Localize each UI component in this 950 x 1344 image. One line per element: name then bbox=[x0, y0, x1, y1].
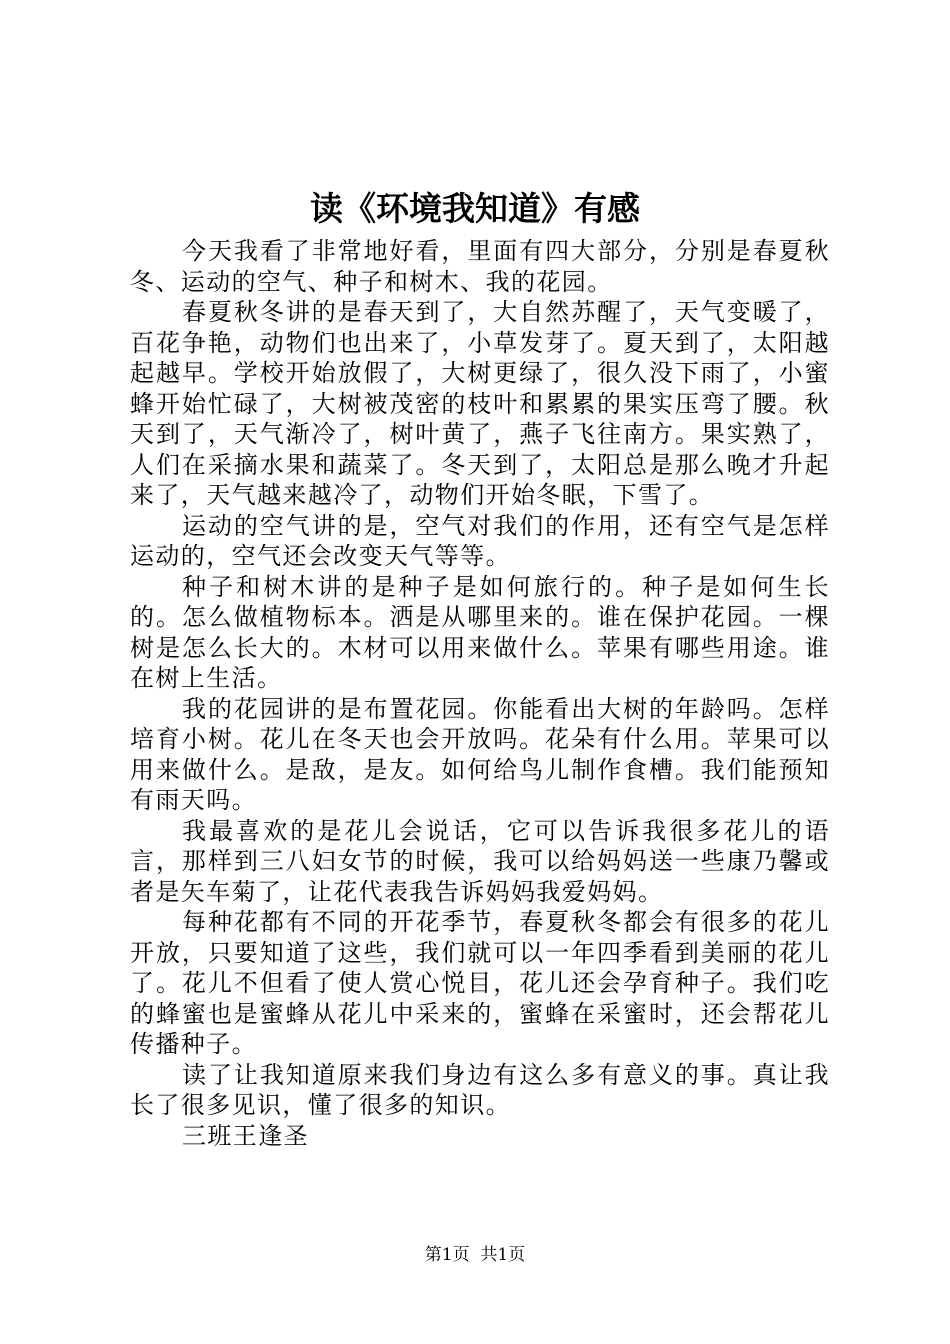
paragraph: 春夏秋冬讲的是春天到了，大自然苏醒了，天气变暖了，百花争艳，动物们也出来了，小草发芽了。夏天到了，太阳越起越早。学校开始放假了，大树更绿了，很久没下雨了，小蜜蜂开始忙碌了，大树被茂密的枝叶和累累的果实压弯了腰。秋天到了，天气渐冷了，树叶黄了，燕子飞往南方。果实熟了，人们在采摘水果和蔬菜了。冬天到了，太阳总是那么晚才升起来了，天气越来越冷了，动物们开始冬眠，下雪了。 bbox=[130, 298, 830, 509]
paragraph: 种子和树木讲的是种子是如何旅行的。种子是如何生长的。怎么做植物标本。洒是从哪里来的。谁在保护花园。一棵树是怎么长大的。木材可以用来做什么。苹果有哪些用途。谁在树上生活。 bbox=[130, 572, 830, 692]
author-signature: 三班王逢圣 bbox=[182, 1121, 309, 1150]
paragraph: 我最喜欢的是花儿会说话，它可以告诉我很多花儿的语言，那样到三八妇女节的时候，我可以给妈妈送一些康乃馨或者是矢车菊了，让花代表我告诉妈妈我爱妈妈。 bbox=[130, 816, 830, 906]
paragraph: 今天我看了非常地好看，里面有四大部分，分别是春夏秋冬、运动的空气、种子和树木、我的花园。 bbox=[130, 237, 830, 296]
page-footer bbox=[0, 1243, 950, 1267]
paragraph: 读了让我知道原来我们身边有这么多有意义的事。真让我长了很多见识，懂了很多的知识。 bbox=[130, 1060, 830, 1119]
paragraph: 每种花都有不同的开花季节，春夏秋冬都会有很多的花儿开放，只要知道了这些，我们就可以一年四季看到美丽的花儿了。花儿不但看了使人赏心悦目，花儿还会孕育种子。我们吃的蜂蜜也是蜜蜂从花儿中采来的，蜜蜂在采蜜时，还会帮花儿传播种子。 bbox=[130, 908, 830, 1058]
document-body bbox=[130, 236, 830, 1151]
document-title: 读《环境我知道》有感 bbox=[310, 189, 640, 228]
paragraph: 我的花园讲的是布置花园。你能看出大树的年龄吗。怎样培育小树。花儿在冬天也会开放吗。花朵有什么用。苹果可以用来做什么。是敌，是友。如何给鸟儿制作食槽。我们能预知有雨天吗。 bbox=[130, 694, 830, 814]
paragraph: 运动的空气讲的是，空气对我们的作用，还有空气是怎样运动的，空气还会改变天气等等。 bbox=[130, 511, 830, 570]
page-number: 第1页 共1页 bbox=[424, 1245, 526, 1265]
